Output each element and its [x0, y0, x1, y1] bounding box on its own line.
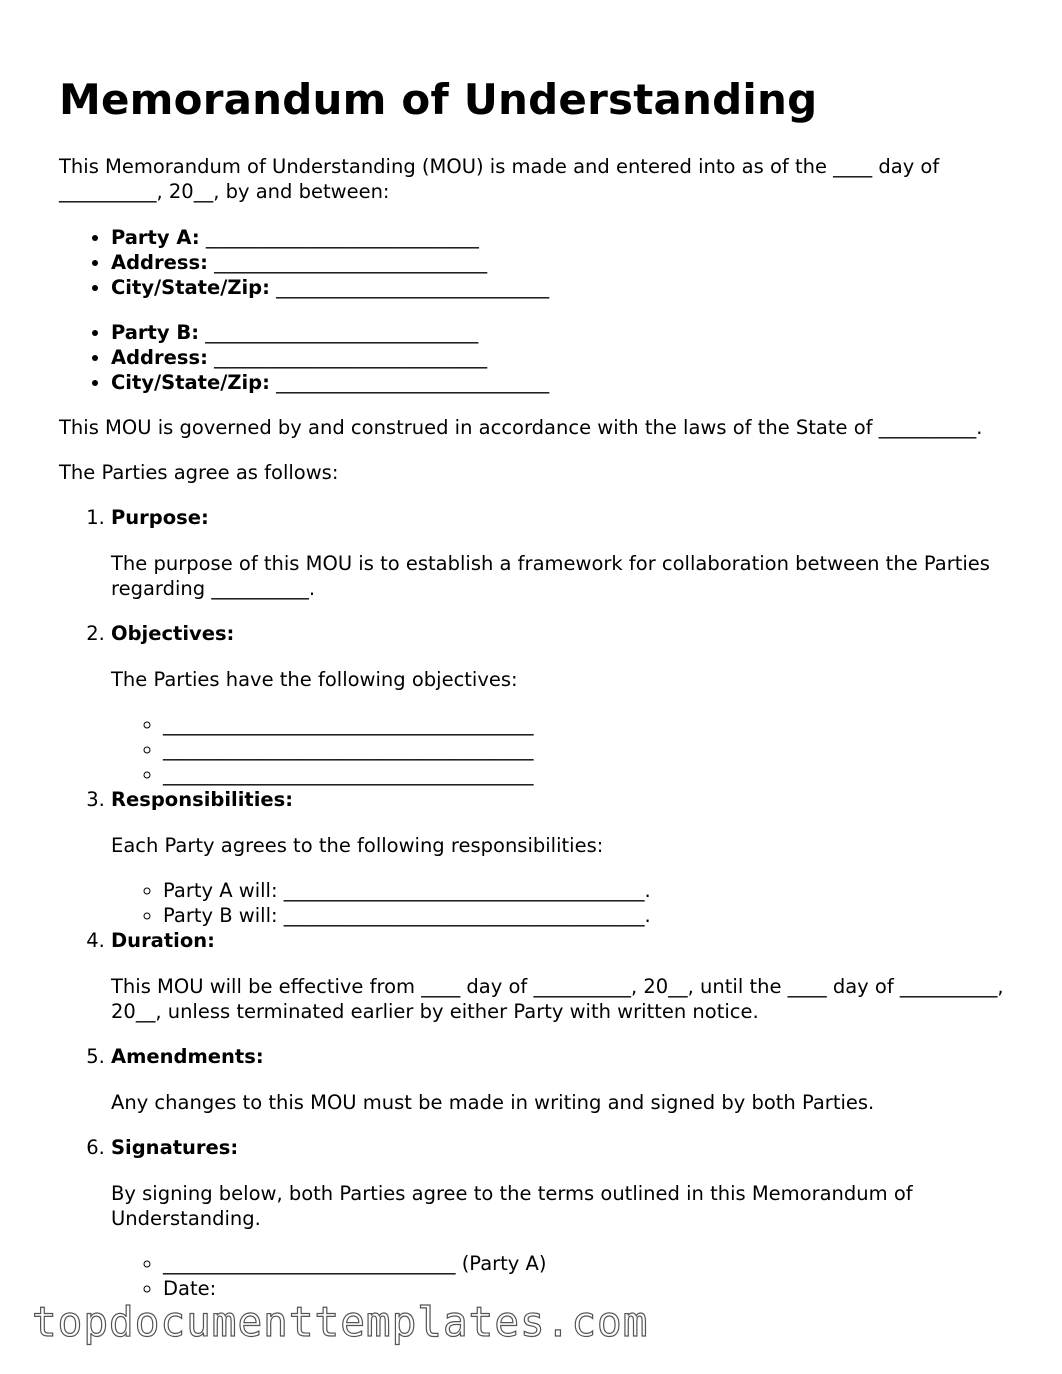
section-amendments	[111, 1044, 1009, 1115]
blank-field: ____________________________	[207, 346, 488, 369]
list-item: ◦ ______________________________ (Party A)	[163, 1251, 1009, 1276]
blank-field: ____________________________	[269, 276, 550, 299]
responsibilities-list	[111, 878, 1009, 928]
party-a-list	[59, 225, 1009, 300]
section-body: Each Party agrees to the following responsibilities:	[111, 834, 604, 857]
section-purpose	[111, 505, 1009, 601]
section-title: Responsibilities:	[111, 788, 294, 811]
field-label: Address:	[111, 346, 208, 369]
list-item	[111, 225, 1009, 250]
section-title: Amendments:	[111, 1045, 264, 1068]
list-item: ◦ Party B will: _____________________________________.	[163, 903, 1009, 928]
section-signatures	[111, 1135, 1009, 1301]
list-item	[111, 250, 1009, 275]
blank-field: ____________________________	[207, 251, 488, 274]
signatures-list	[111, 1251, 1009, 1301]
section-title: Signatures:	[111, 1136, 239, 1159]
objectives-list	[111, 712, 1009, 787]
blank-field: ____________________________	[199, 321, 479, 344]
list-item: ◦ ______________________________________	[163, 762, 1009, 787]
section-title: Objectives:	[111, 622, 235, 645]
document	[59, 74, 1009, 1301]
field-label: Party B:	[111, 321, 200, 344]
agree-paragraph: The Parties agree as follows:	[59, 461, 339, 484]
section-objectives	[111, 621, 1009, 787]
section-body: Any changes to this MOU must be made in writing and signed by both Parties.	[111, 1091, 875, 1114]
list-item	[111, 370, 1009, 395]
list-item	[111, 320, 1009, 345]
list-item: ◦ Date:	[163, 1276, 1009, 1301]
document-title: Memorandum of Understanding	[59, 75, 818, 124]
blank-field: ____________________________	[269, 371, 550, 394]
field-label: Party A:	[111, 226, 200, 249]
field-label: City/State/Zip:	[111, 276, 270, 299]
party-b-list	[59, 320, 1009, 395]
list-item	[111, 345, 1009, 370]
list-item: ◦ Party A will: _____________________________________.	[163, 878, 1009, 903]
field-label: City/State/Zip:	[111, 371, 270, 394]
field-label: Address:	[111, 251, 208, 274]
section-title: Purpose:	[111, 506, 209, 529]
section-title: Duration:	[111, 929, 215, 952]
section-duration	[111, 928, 1009, 1024]
list-item	[111, 275, 1009, 300]
blank-field: ____________________________	[199, 226, 479, 249]
section-body: This MOU will be effective from ____ day of __________, 20__, until the ____ day of __________, 20__, unless terminated earlier by either Party with written notice.	[111, 975, 1004, 1023]
list-item: ◦ ______________________________________	[163, 737, 1009, 762]
section-responsibilities	[111, 787, 1009, 928]
governing-law-paragraph: This MOU is governed by and construed in accordance with the laws of the State of __________.	[59, 416, 983, 439]
sections-list	[59, 505, 1009, 1301]
watermark: topdocumenttemplates.com	[32, 1298, 649, 1346]
list-item: ◦ ______________________________________	[163, 712, 1009, 737]
section-body: The Parties have the following objectives:	[111, 668, 518, 691]
section-body: The purpose of this MOU is to establish a framework for collaboration between the Parties regarding __________.	[111, 552, 990, 600]
section-body: By signing below, both Parties agree to the terms outlined in this Memorandum of Understanding.	[111, 1182, 913, 1230]
intro-paragraph: This Memorandum of Understanding (MOU) is made and entered into as of the ____ day of __________, 20__, by and between:	[59, 155, 940, 203]
